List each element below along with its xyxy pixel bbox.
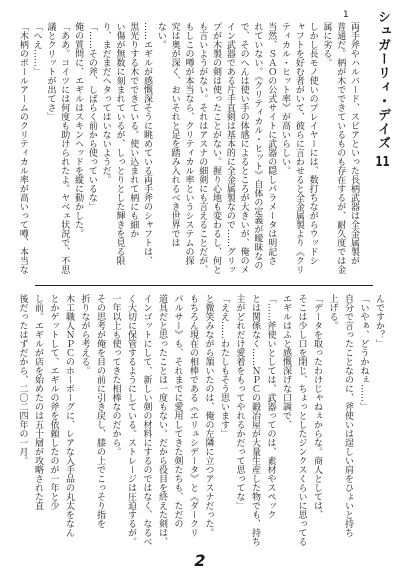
section-divider [35,285,373,286]
text-column: しかし長モノ使いのプレイヤーには、数打ちながらウッドシ [307,22,318,265]
text-column: 主がどれだけ愛着をもってやれるかだって思ってな」 [234,294,245,510]
text-column: パルサー》も、それまでに愛用してきた剣たちも、ただの [172,294,183,528]
upper-text-block [15,22,360,280]
text-column: 議とクリットが出てさ」 [45,22,56,121]
text-column: 「……その斧、しばらく前から使っているな」 [86,22,97,211]
text-column: 「ええ……わたしもそう思います」 [219,294,229,438]
text-column: 後だったはずだから、二〇二四年の一月。 [17,294,28,465]
text-column: プが木製の剣は使ったことがない。握り心地も変わるし、何と [211,22,222,274]
text-column: 「いやぁ、どうかねぇ……」 [358,294,369,411]
text-column: と微笑みながら頷いたのは、俺の左隣に立つアスナだった。 [203,294,214,537]
text-column: 属に劣る。 [321,22,332,67]
text-column: 黒光りする木でできている。使い込まれて柄にも細か [128,22,139,238]
text-column: インゴットにして、新しい剣の材料にするのではなく、なるべ [141,294,152,546]
text-column: ない。 [155,22,166,49]
text-column: エギルはふと感慨深げな口調で、 [281,294,291,429]
text-column: んですか？」 [374,294,384,348]
text-column: れていない。《クリティカル・ヒット》自体の定義が曖昧なの [252,22,263,270]
text-column: 「……斧使いとしては、武器ってのは、素材やスペック [265,294,276,519]
text-column: ……エギルが感慨深そうに眺めている両手斧のシャフトは、 [142,22,153,265]
page-number-top: 1 [343,10,349,20]
text-column: し前。エギルが店を始めたのは五十層が攻略された直 [33,294,43,510]
text-column: ャフトを好む者がいて、彼らに言わせると全金属製より《クリ [293,22,304,274]
text-column: とは関係なく……ＮＰＣの鍛冶屋が大量生産した物でも、持ち [250,294,260,546]
text-column: とかゲットして、エギルの斧を依頼したのが一年と少 [48,294,59,510]
text-column: 上げる。 [327,294,338,330]
text-column: 普通だ。柄が木でできているものも存在するが、耐久度では金 [335,22,346,274]
text-column: 当然、ＳＡＯの公式サイトに武器の隠しパラメータは明記さ [266,22,277,265]
text-column: 折りながら考える。 [79,294,90,375]
lower-text-block [14,294,386,548]
text-column: も言いようがない。それはアスナの細剣にも言えることだが、 [197,22,208,274]
text-column: もしこの噂が本当なら、クリティカル率というシステムの探 [183,22,194,265]
volume-number: 11 [375,156,390,169]
text-column: 俺の質問に、エギルはスキンヘッドを縦に動かした。 [73,22,84,238]
text-column: 木工職人ＮＰＣのホーボーグに、レアな入手品の丸太をなん [64,294,74,537]
text-column: 「へえ……」 [31,22,42,76]
book-title: シュガーリィ・デイズ [375,10,390,150]
text-column: 「木柄のポールアームのクリティカル率が高いって噂、本当な [17,22,28,274]
text-column: ティカル・ヒット率》が高いらしい。 [280,22,291,175]
text-column: イン武器である片手直剣は基本的に全金属製なので……グリッ [224,22,235,274]
text-column: 「ああ。コイツには何度も助けられたよ。ヤベェ状況で、不思 [59,22,70,274]
text-column: 「データを取ったわけじゃねぇからな。商人としては、 [312,294,322,519]
text-column: 究は奥が深く、おいそれと足を踏み入れるべき世界では [169,22,180,247]
text-column: 一年以上も使ってきた相棒なのだから。 [110,294,121,456]
page-number-bottom: 2 [194,551,206,570]
text-column: 両手斧やハルバード、スピアといった長柄武器は全金属製が [349,22,359,265]
text-column: り、まだまだヘタってはいないようだ。 [100,22,111,184]
text-column: 自分で言ったことなのに、斧使いは逞しい肩をひょいと持ち [343,294,353,537]
text-column: その思考が俺を目の前に引き戻し、膝の上でこっそり指を [95,294,105,528]
running-head [373,10,392,180]
text-column: い傷が無数に刻まれているが、しっとりとした輝きを見る限 [114,22,125,265]
text-column: で、そのへんは使い手の体感によるところが大きいが、俺のメ [238,22,249,274]
text-column: 道具だと思ったことは一度もない。だから役目を終えた剣は、 [157,294,167,546]
text-column: そこは少し口を閉じ、ちょっとしたジンクスくらいに思ってる [296,294,307,546]
text-column: もちろん現在の相棒である《エリュシデータ》と《ダークリ [188,294,198,537]
text-column: く大切に保管するようにしている。ストレージは圧迫するが。 [126,294,136,546]
